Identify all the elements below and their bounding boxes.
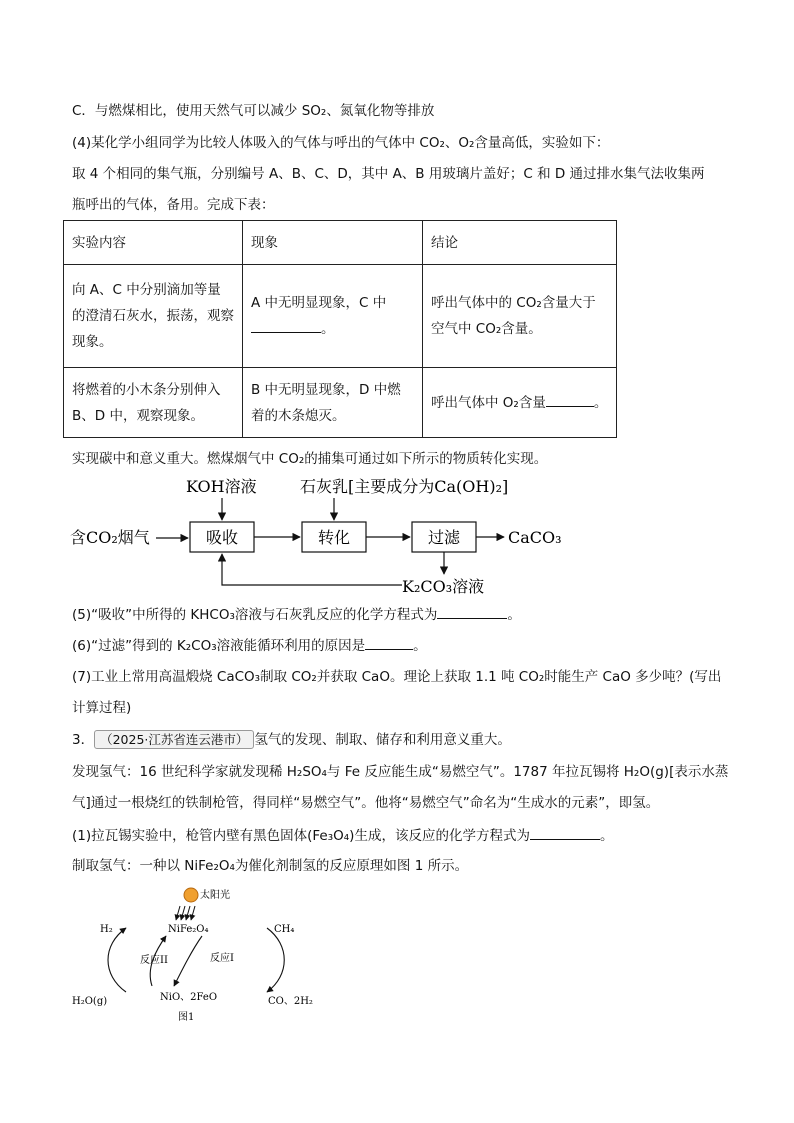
q4-intro-3: 瓶呼出的气体，备用。完成下表： [72,197,275,213]
sunray-4 [191,906,195,920]
row2-conclusion-text: 呼出气体中 O₂含量 [431,394,546,411]
source-tag: （2025·江苏省连云港市） [94,730,254,749]
ch4-label: CH₄ [274,924,295,935]
figure-1-diagram [62,880,342,1025]
reaction1-label: 反应I [210,953,234,964]
reaction1-arc [267,928,284,992]
catalyst-to-product-arc [174,936,202,986]
q3-number: 3． [72,732,95,748]
row1-phenomenon-text: A 中无明显现象，C 中 [251,295,387,311]
row2-content: 将燃着的小木条分别伸入 B、D 中，观察现象。 [64,368,243,438]
co2-capture-flowchart [60,470,580,600]
h2-label: H₂ [100,924,113,935]
table-header-phenomenon: 现象 [243,221,423,265]
q4-intro-1: (4)某化学小组同学为比较人体吸入的气体与呼出的气体中 CO₂、O₂含量高低，实验如下： [72,135,610,151]
lime-label: 石灰乳[主要成分为Ca(OH)₂] [300,477,509,496]
row2-conclusion [423,368,617,438]
discover-line1: 发现氢气：16 世纪科学家就发现稀 H₂SO₄与 Fe 反应能生成“易燃空气”。1787 年拉瓦锡将 H₂O(g)[表示水蒸 [72,764,729,780]
row1-phenomenon [243,265,423,368]
figure-caption: 图1 [178,1012,195,1023]
question-7-line1: (7)工业上常用高温煅烧 CaCO₃制取 CO₂并获取 CaO。理论上获取 1.1 吨 CO₂时能生产 CaO 多少吨？(写出 [72,669,722,685]
output-label: CaCO₃ [508,528,562,547]
sun-icon [184,888,198,902]
experiment-table [63,220,617,438]
q3-1-text: (1)拉瓦锡实验中，枪管内壁有黑色固体(Fe₃O₄)生成，该反应的化学方程式为 [72,828,530,844]
products-right-label: CO、2H₂ [268,996,313,1007]
table-header-content: 实验内容 [64,221,243,265]
q6-period: 。 [413,638,427,654]
sunray-3 [186,906,190,920]
q6-text: (6)“过滤”得到的 K₂CO₃溶液能循环利用的原因是 [72,638,366,654]
row1-period: 。 [321,321,335,337]
q3-1-period: 。 [599,828,614,844]
products-mid-label: NiO、2FeO [160,992,218,1003]
question-6 [72,635,427,656]
carbon-intro: 实现碳中和意义重大。燃煤烟气中 CO₂的捕集可通过如下所示的物质转化实现。 [72,451,548,467]
k2co3-label: K₂CO₃溶液 [402,577,485,596]
convert-label: 转化 [317,528,351,547]
question-3-header [72,730,511,750]
q4-intro-2: 取 4 个相同的集气瓶，分别编号 A、B、C、D，其中 A、B 用玻璃片盖好；C 和 D 通过排水集气法收集两 [72,166,705,182]
reaction2-arc [108,928,126,992]
row2-phenomenon: B 中无明显现象，D 中燃着的木条熄灭。 [243,368,423,438]
answer-blank[interactable] [251,318,321,333]
recycle-arrow [222,554,402,585]
row1-conclusion: 呼出气体中的 CO₂含量大于空气中 CO₂含量。 [423,265,617,368]
koh-label: KOH溶液 [186,477,257,496]
answer-blank[interactable] [530,825,600,840]
q5-text: (5)“吸收”中所得的 KHCO₃溶液与石灰乳反应的化学方程式为 [72,607,438,623]
discover-line2: 气]通过一根烧红的铁制枪管，得同样“易燃空气”。他将“易燃空气”命名为“生成水的元素”，即氢。 [72,795,660,811]
sunray-2 [181,906,185,920]
question-5 [72,604,521,625]
catalyst-label: NiFe₂O₄ [168,924,209,935]
option-c: C．与燃煤相比，使用天然气可以减少 SO₂、氮氧化物等排放 [72,103,435,119]
absorb-label: 吸收 [205,528,239,547]
question-7-line2: 计算过程) [72,700,132,716]
reaction2-label: 反应II [140,955,168,966]
produce-intro: 制取氢气：一种以 NiFe₂O₄为催化剂制氢的反应原理如图 1 所示。 [72,858,469,874]
sunray-1 [176,906,180,920]
water-label: H₂O(g) [72,996,108,1007]
row2-period: 。 [593,394,608,411]
answer-blank[interactable] [437,604,507,619]
q5-period: 。 [507,607,521,623]
row1-content: 向 A、C 中分别滴加等量的澄清石灰水，振荡，观察现象。 [64,265,243,368]
input-gas-label: 含CO₂烟气 [70,528,150,547]
answer-blank[interactable] [365,635,413,650]
q3-stem: 氢气的发现、制取、储存和利用意义重大。 [254,732,511,748]
question-3-1 [72,825,613,846]
filter-label: 过滤 [427,528,461,547]
sunlight-label: 太阳光 [200,890,230,901]
answer-blank[interactable] [546,392,594,407]
table-header-conclusion: 结论 [423,221,617,265]
